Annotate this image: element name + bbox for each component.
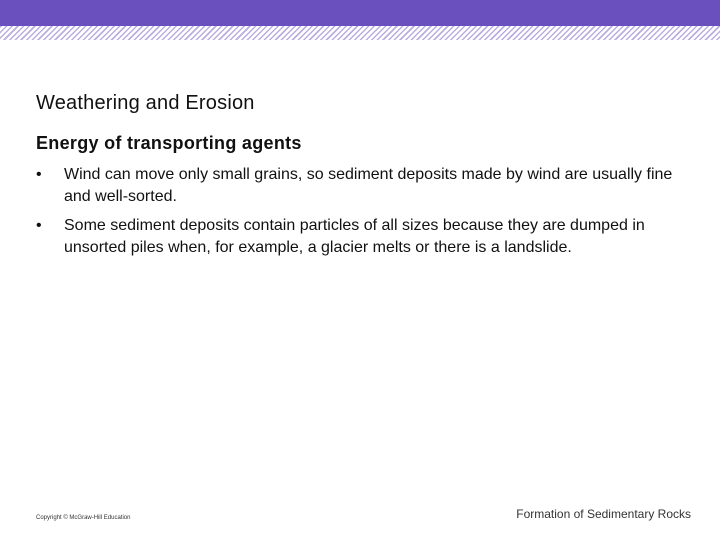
- slide-title: Weathering and Erosion: [36, 92, 255, 114]
- bullet-list: [36, 164, 676, 266]
- bullet-item: [36, 215, 676, 259]
- copyright-notice: Copyright © McGraw-Hill Education: [36, 515, 131, 521]
- bullet-text: Wind can move only small grains, so sediment deposits made by wind are usually fine and well-sorted.: [64, 166, 673, 205]
- bullet-icon: •: [36, 166, 42, 183]
- bullet-icon: •: [36, 217, 42, 234]
- bullet-item: [36, 164, 676, 208]
- bullet-text: Some sediment deposits contain particles of all sizes because they are dumped in unsorted piles when, for example, a glacier melts or there is a landslide.: [64, 217, 645, 256]
- slide-subtitle: Energy of transporting agents: [36, 133, 302, 153]
- header-stripe-band: [0, 26, 720, 40]
- header-bar: [0, 0, 720, 26]
- footer-title: Formation of Sedimentary Rocks: [516, 507, 691, 521]
